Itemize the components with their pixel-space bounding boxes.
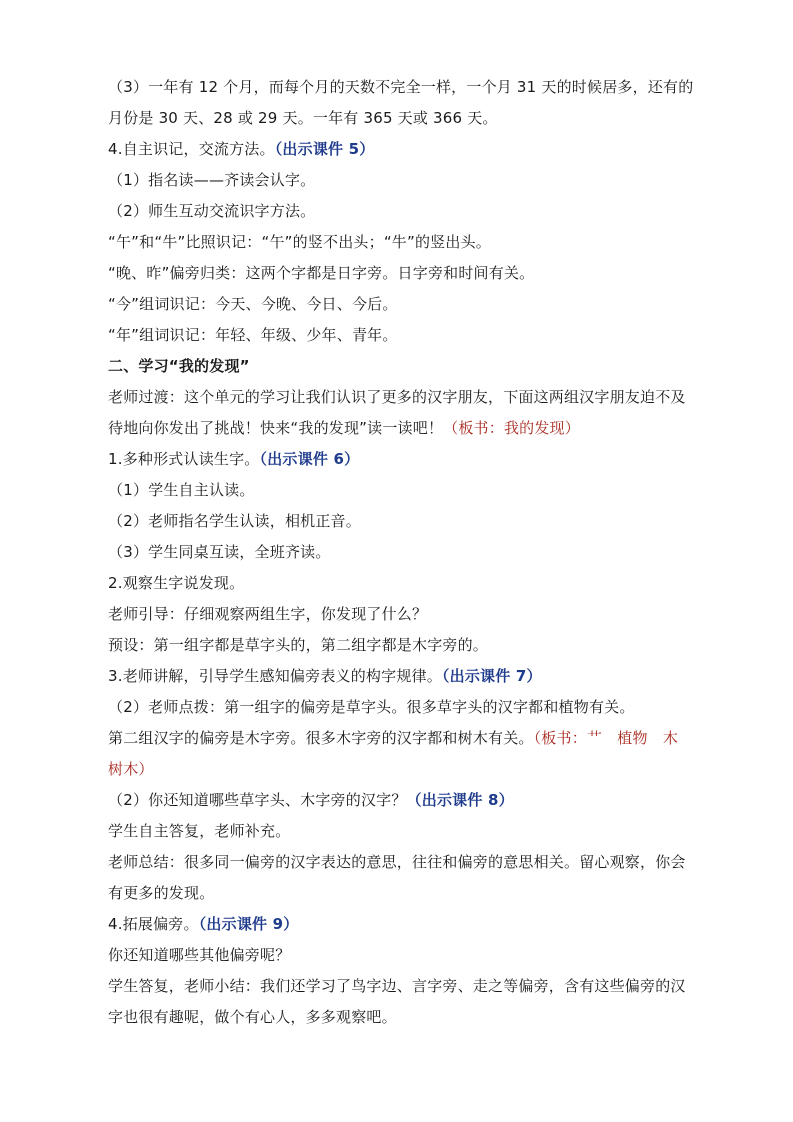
paragraph-line bbox=[108, 417, 711, 439]
paragraph-line: “今”组词识记：今天、今晚、今日、今后。 bbox=[108, 295, 398, 313]
paragraph-line: 字也很有趣呢，做个有心人，多多观察吧。 bbox=[108, 1008, 397, 1026]
courseware-tag: （出示课件 8） bbox=[406, 791, 514, 809]
section-step-4b bbox=[108, 913, 711, 935]
paragraph-line: （2）老师指名学生认读，相机正音。 bbox=[108, 512, 361, 530]
paragraph-line: （2）老师点拨：第一组字的偏旁是草字头。很多草字头的汉字都和植物有关。 bbox=[108, 698, 635, 716]
paragraph-line: “年”组词识记：年轻、年级、少年、青年。 bbox=[108, 326, 398, 344]
paragraph-line bbox=[108, 727, 711, 749]
paragraph-line: （1）学生自主认读。 bbox=[108, 481, 255, 499]
paragraph-line: （1）指名读——齐读会认字。 bbox=[108, 171, 316, 189]
paragraph-line: 有更多的发现。 bbox=[108, 884, 215, 902]
line-text: （2）你还知道哪些草字头、木字旁的汉字？ bbox=[108, 791, 407, 809]
courseware-tag: （出示课件 9） bbox=[198, 915, 299, 933]
step-text: 1.多种形式认读生字。 bbox=[108, 450, 260, 468]
paragraph-line: （2）师生互动交流识字方法。 bbox=[108, 202, 316, 220]
paragraph-line: “晚、昨”偏旁归类：这两个字都是日字旁。日字旁和时间有关。 bbox=[108, 264, 535, 282]
paragraph-line: 预设：第一组字都是草字头的，第二组字都是木字旁的。 bbox=[108, 636, 489, 654]
board-note: （板书：我的发现） bbox=[443, 419, 580, 437]
section-step-3 bbox=[108, 665, 711, 687]
step-text: 3.老师讲解，引导学生感知偏旁表义的构字规律。 bbox=[108, 667, 442, 685]
step-text: 4.自主识记，交流方法。 bbox=[108, 140, 275, 158]
section-step-4 bbox=[108, 138, 711, 160]
board-note: （板书：艹 植物 木 bbox=[533, 729, 679, 747]
paragraph-line: 学生自主答复，老师补充。 bbox=[108, 822, 291, 840]
courseware-tag: （出示课件 5） bbox=[274, 140, 375, 158]
section-step-1 bbox=[108, 448, 711, 470]
paragraph-line: 老师过渡：这个单元的学习让我们认识了更多的汉字朋友，下面这两组汉字朋友迫不及 bbox=[108, 388, 686, 406]
paragraph-line: 老师总结：很多同一偏旁的汉字表达的意思，往往和偏旁的意思相关。留心观察，你会 bbox=[108, 853, 686, 871]
paragraph-line: （3）学生同桌互读，全班齐读。 bbox=[108, 543, 331, 561]
paragraph-line: 学生答复，老师小结：我们还学习了鸟字边、言字旁、走之等偏旁，含有这些偏旁的汉 bbox=[108, 977, 686, 995]
paragraph-line: 老师引导：仔细观察两组生字，你发现了什么？ bbox=[108, 605, 428, 623]
paragraph-line bbox=[108, 789, 711, 811]
line-text: 第二组汉字的偏旁是木字旁。很多木字旁的汉字都和树木有关。 bbox=[108, 729, 534, 747]
board-note-continued: 树木） bbox=[108, 760, 154, 778]
line-text: 待地向你发出了挑战！快来“我的发现”读一读吧！ bbox=[108, 419, 444, 437]
paragraph-line: 你还知道哪些其他偏旁呢？ bbox=[108, 946, 291, 964]
section-step-2: 2.观察生字说发现。 bbox=[108, 574, 245, 592]
section-heading: 二、学习“我的发现” bbox=[108, 357, 250, 375]
courseware-tag: （出示课件 6） bbox=[259, 450, 360, 468]
courseware-tag: （出示课件 7） bbox=[441, 667, 542, 685]
step-text: 4.拓展偏旁。 bbox=[108, 915, 199, 933]
paragraph-line: （3）一年有 12 个月，而每个月的天数不完全一样，一个月 31 天的时候居多，还有的 bbox=[108, 78, 694, 96]
paragraph-line: 月份是 30 天、28 或 29 天。一年有 365 天或 366 天。 bbox=[108, 109, 498, 127]
paragraph-line: “午”和“牛”比照识记：“午”的竖不出头；“牛”的竖出头。 bbox=[108, 233, 491, 251]
